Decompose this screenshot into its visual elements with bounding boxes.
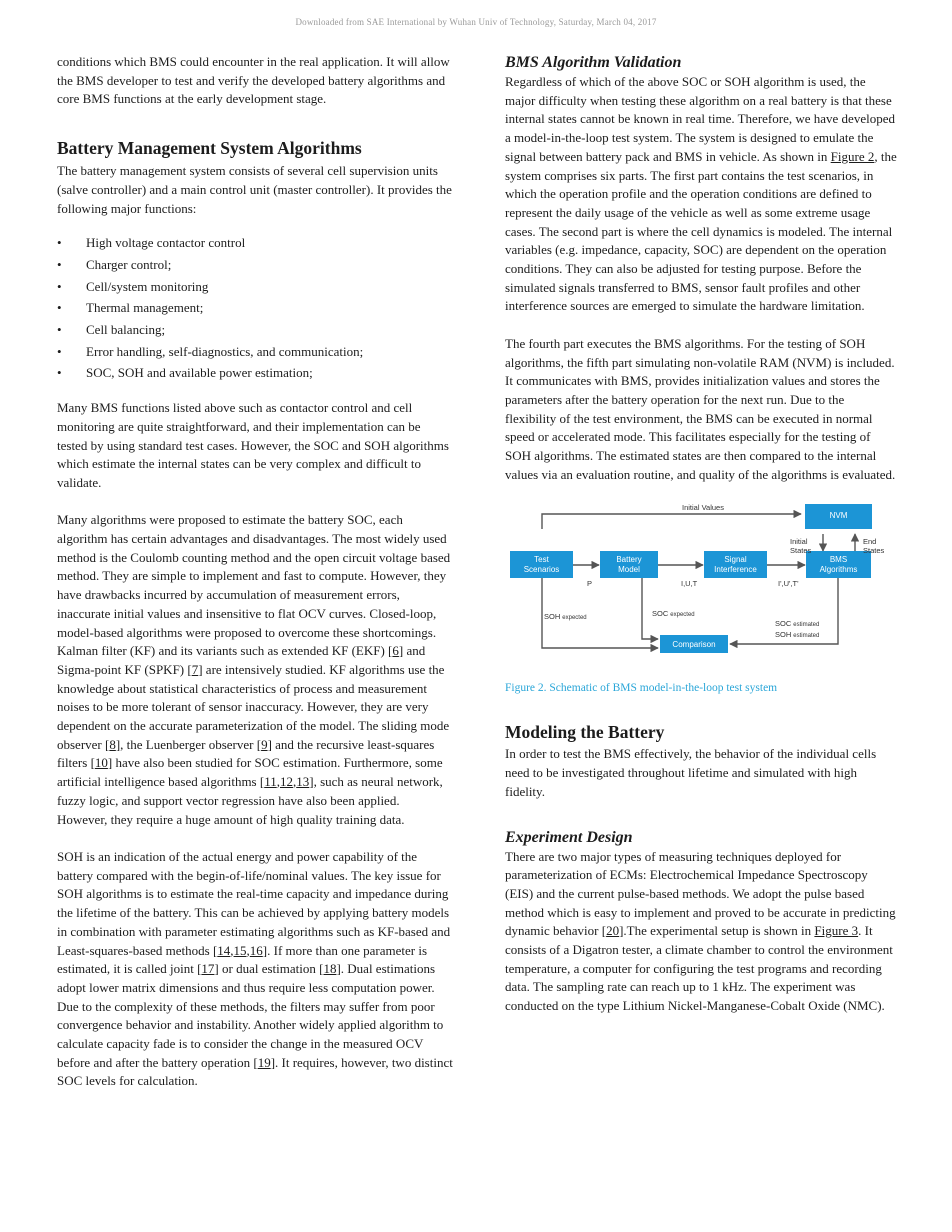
ref-link-9[interactable]: 9 bbox=[261, 736, 268, 752]
ref-link-19[interactable]: 19 bbox=[257, 1054, 271, 1070]
section-heading-bms-algorithms: Battery Management System Algorithms bbox=[57, 138, 362, 159]
bms-mil-schematic bbox=[505, 504, 897, 672]
left-column bbox=[57, 53, 453, 1091]
ref-link-14[interactable]: 14 bbox=[217, 942, 231, 958]
block-bms-algorithms bbox=[806, 551, 871, 578]
list-item: • SOC, SOH and available power estimation; bbox=[57, 362, 453, 384]
block-test-scenarios bbox=[510, 551, 573, 578]
svg-text:Test: Test bbox=[534, 555, 549, 565]
svg-text:Interference: Interference bbox=[714, 565, 757, 575]
label-end-states-2: States bbox=[863, 546, 885, 556]
ref-link-13[interactable]: 13 bbox=[296, 774, 310, 790]
modeling-paragraph: In order to test the BMS effectively, the behavior of the individual cells need to be investigated throughout lifetime and simulated with high fidelity. bbox=[505, 746, 877, 799]
experiment-paragraph: There are two major types of measuring techniques deployed for parameterization of ECMs: Electrochemical Impedance Spectroscopy (EIS) and the current pulse-based methods. We adopt the pulse based method which is easy to implement and proved to be accurate in predicting dynamic behavior [20].The experimental setup is shown in Figure 3. It consists of a Digatron tester, a climate chamber to control the environment temperature, a computer for configuring the test programs and recording data. The sampling rate can reach up to 1 kHz. The experiment was conducted on the type Lithium Nickel-Manganese-Cobalt Oxide (NMC). bbox=[505, 848, 896, 1014]
ref-link-6[interactable]: 6 bbox=[392, 643, 399, 659]
download-notice: Downloaded from SAE International by Wuhan Univ of Technology, Saturday, March 04, 2017 bbox=[295, 17, 657, 27]
block-comparison bbox=[660, 635, 728, 653]
list-item: • Charger control; bbox=[57, 254, 453, 276]
bms-function-list bbox=[57, 232, 453, 384]
fourth-part-paragraph: The fourth part executes the BMS algorithms. For the testing of SOH algorithms, the fifth part simulating non-volatile RAM (NVM) is included. It communicates with BMS, provides initialization values and stores the parameters after the battery operation for the next run. Due to the flexibility of the test environment, the BMS can be executed in normal speed or accelerated mode. This facilitates especially for the testing of SOH algorithms. The estimated states are then compared to the internal values via an evaluation routine, and quality of the algorithms is evaluated. bbox=[505, 335, 896, 482]
right-column bbox=[505, 53, 897, 1016]
validation-paragraph: Regardless of which of the above SOC or SOH algorithm is used, the major difficulty when testing these algorithm on a real battery is that these internal states cannot be known in real time. Therefore, we have developed a model-in-the-loop test system. The system is designed to emulate the signal between battery pack and BMS in vehicle. As shown in Figure 2, the system comprises six parts. The first part contains the test scenarios, in which the operation profile and the operation conditions are defined to represent the daily usage of the vehicle as well as some extreme usage cases. The second part is where the cell dynamics is modeled. The internal variables (e.g. impedance, capacity, SOC) are dependent on the operation conditions. They can also be adjusted for testing purpose. Before the simulated signals transferred to BMS, sensor fault profiles and other interference sources are emerged to simulate the hardware limitation. bbox=[505, 74, 897, 314]
svg-text:Scenarios: Scenarios bbox=[523, 565, 560, 575]
section-heading-bms-validation: BMS Algorithm Validation bbox=[505, 54, 682, 71]
svg-text:Comparison: Comparison bbox=[672, 640, 716, 650]
ref-link-16[interactable]: 16 bbox=[249, 942, 263, 958]
soh-paragraph: SOH is an indication of the actual energy and power capability of the battery compared with the begin-of-life/nominal values. The key issue for SOH algorithms is to estimate the real-time capacity and impedance during the lifetime of the battery. This can be achieved by applying battery models in combination with parameter estimating algorithms such as KF-based and Least-squares-based methods [14,15,16]. If more than one parameter is estimated, it is called joint [17] or dual estimation [18]. Dual estimations adopt lower matrix dimensions and thus require less computation power. Due to the complexity of these methods, the filters may suffer from poor convergence behavior and instability. Another widely applied algorithm to calculate capacity fade is to consider the change in the measured OCV before and after the battery operation [19]. It requires, however, two distinct SOC levels for calculation. bbox=[57, 848, 453, 1089]
ref-link-17[interactable]: 17 bbox=[201, 961, 215, 977]
bms-functions-paragraph: Many BMS functions listed above such as contactor control and cell monitoring are quite straightforward, and their implementation can be tested by using standard test cases. However, the SOC and SOH algorithms which estimate the internal states can be very complex and difficult to validate. bbox=[57, 400, 449, 490]
figure-2-link[interactable]: Figure 2 bbox=[830, 148, 875, 164]
section-heading-modeling: Modeling the Battery bbox=[505, 722, 665, 743]
label-initial-states-1: Initial bbox=[790, 537, 808, 547]
label-soc-expected: SOC expected bbox=[652, 609, 695, 619]
label-initial-values: Initial Values bbox=[682, 504, 724, 513]
svg-text:BMS: BMS bbox=[829, 555, 848, 565]
ref-link-7[interactable]: 7 bbox=[191, 661, 199, 677]
list-item: • Cell/system monitoring bbox=[57, 276, 453, 298]
section-heading-experiment: Experiment Design bbox=[505, 828, 633, 846]
list-item: • Error handling, self-diagnostics, and communication; bbox=[57, 341, 453, 363]
label-soh-expected: SOH expected bbox=[544, 612, 587, 622]
ref-link-15[interactable]: 15 bbox=[233, 942, 247, 958]
list-item: • Cell balancing; bbox=[57, 319, 453, 341]
block-signal-interference bbox=[704, 551, 767, 578]
label-soc-estimated: SOC estimated bbox=[775, 619, 820, 629]
svg-text:Algorithms: Algorithms bbox=[819, 565, 858, 575]
label-p: P bbox=[587, 579, 593, 589]
ref-link-18[interactable]: 18 bbox=[323, 961, 337, 977]
initial-values-arrow bbox=[542, 514, 801, 529]
svg-text:Battery: Battery bbox=[616, 555, 642, 565]
intro-paragraph: conditions which BMS could encounter in the real application. It will allow the BMS developer to test and verify the developed battery algorithms and core BMS functions at the early development stage. bbox=[57, 54, 450, 107]
bms-functions-intro: The battery management system consists of several cell supervision units (salve controller) and a main control unit (master controller). It provides the following major functions: bbox=[57, 163, 452, 216]
label-soh-estimated: SOH estimated bbox=[775, 630, 820, 640]
label-iut-prime: I',U',T' bbox=[778, 579, 799, 589]
svg-text:Model: Model bbox=[618, 565, 640, 575]
ref-link-8[interactable]: 8 bbox=[109, 736, 116, 752]
ref-link-20[interactable]: 20 bbox=[606, 923, 620, 939]
svg-text:Signal: Signal bbox=[724, 555, 747, 565]
figure-3-link[interactable]: Figure 3 bbox=[814, 923, 859, 939]
figure-2-caption: Figure 2. Schematic of BMS model-in-the-loop test system bbox=[505, 682, 778, 695]
label-iut: I,U,T bbox=[681, 579, 698, 589]
ref-link-10[interactable]: 10 bbox=[94, 755, 108, 771]
ref-link-11[interactable]: 11 bbox=[264, 774, 277, 790]
ref-link-12[interactable]: 12 bbox=[279, 774, 293, 790]
svg-text:NVM: NVM bbox=[829, 511, 848, 521]
block-battery-model bbox=[600, 551, 658, 578]
list-item: • Thermal management; bbox=[57, 297, 453, 319]
label-end-states-1: End bbox=[863, 537, 877, 547]
block-nvm bbox=[805, 504, 872, 529]
list-item: • High voltage contactor control bbox=[57, 232, 453, 254]
soc-paragraph: Many algorithms were proposed to estimate the battery SOC, each algorithm has certain advantages and disadvantages. The most widely used method is the Coulomb counting method and the open circuit voltage based method. They are simple to implement and fast to compute. However, they have drawbacks incurred by accumulation of measurement errors, inaccurate initial values and insensitive to flat OCV curves. Closed-loop, model-based algorithms were proposed to overcome these shortcomings. Kalman filter (KF) and its variants such as extended KF (EKF) [6] and Sigma-point KF (SPKF) [7] are intensively studied. KF algorithms use the knowledge about statistical characteristics of process and measurement noises to be more tolerant of sensor inaccuracy. However, they are very dependent on the accurate parameterization of the model. The sliding mode observer [8], the Luenberger observer [9] and the recursive least-squares filters [10] have also been studied for SOC estimation. Furthermore, some artificial intelligence based algorithms [11,12,13], such as neural network, fuzzy logic, and support vector regression have also been applied. However, they require a huge amount of high quality training data. bbox=[57, 512, 451, 827]
label-initial-states-2: States bbox=[790, 546, 812, 556]
